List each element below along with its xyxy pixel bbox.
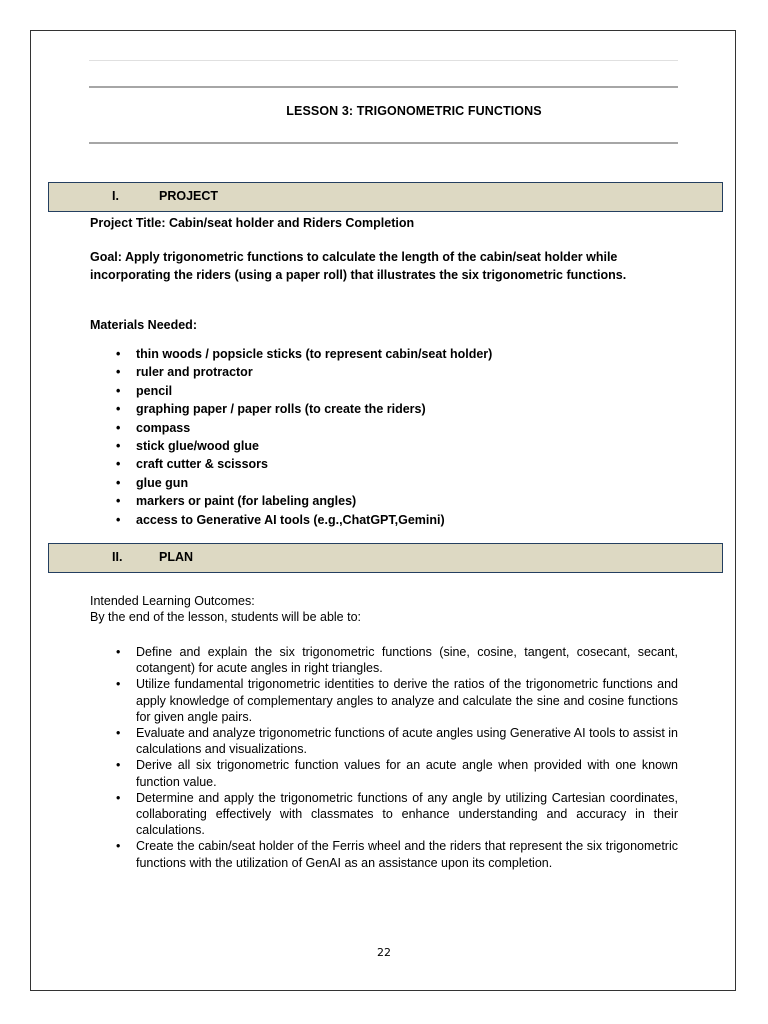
- bullet-icon: •: [116, 790, 121, 805]
- bullet-icon: •: [116, 726, 121, 741]
- list-item: • ruler and protractor: [90, 363, 492, 381]
- bullet-icon: •: [116, 383, 121, 398]
- list-item: • stick glue/wood glue: [90, 437, 492, 455]
- list-item: • thin woods / popsicle sticks (to represent cabin/seat holder): [90, 345, 492, 363]
- section-name: PLAN: [159, 550, 194, 564]
- list-item: • Evaluate and analyze trigonometric functions of acute angles using Generative AI tools to assist in calculations and visualizations.: [116, 726, 678, 757]
- section-number: I.: [112, 189, 119, 203]
- bullet-icon: •: [116, 402, 121, 417]
- bullet-icon: •: [116, 494, 121, 509]
- document-page: [30, 30, 736, 991]
- project-title: Project Title: Cabin/seat holder and Riders Completion: [90, 216, 415, 230]
- section-number: II.: [112, 550, 123, 564]
- list-item: • access to Generative AI tools (e.g.,ChatGPT,Gemini): [90, 511, 492, 529]
- list-item: • compass: [90, 419, 492, 437]
- lesson-title: LESSON 3: TRIGONOMETRIC FUNCTIONS: [286, 104, 542, 118]
- bullet-icon: •: [116, 420, 121, 435]
- bullet-icon: •: [116, 839, 121, 854]
- list-item: • markers or paint (for labeling angles): [90, 492, 492, 510]
- list-item: • glue gun: [90, 474, 492, 492]
- page-number: 22: [377, 946, 391, 959]
- list-item: • graphing paper / paper rolls (to create the riders): [90, 400, 492, 418]
- header-thin-rule: [89, 60, 678, 61]
- outcomes-intro: By the end of the lesson, students will be able to:: [90, 610, 362, 624]
- list-item: • Utilize fundamental trigonometric identities to derive the ratios of the trigonometric functions and apply knowledge of complementary angles to analyze and calculate the sine and cosine functions for given angle pairs.: [116, 677, 678, 724]
- bullet-icon: •: [116, 758, 121, 773]
- list-item: • Derive all six trigonometric function values for an acute angle when provided with one known function value.: [116, 758, 678, 789]
- outcomes-list: [90, 644, 678, 871]
- bullet-icon: •: [116, 438, 121, 453]
- bullet-icon: •: [116, 347, 121, 361]
- bullet-icon: •: [116, 512, 121, 527]
- list-item: • craft cutter & scissors: [90, 455, 492, 473]
- list-item: • pencil: [90, 382, 492, 400]
- materials-heading: Materials Needed:: [90, 318, 197, 332]
- title-bottom-rule: [89, 142, 678, 144]
- list-item: • Determine and apply the trigonometric functions of any angle by utilizing Cartesian coordinates, collaborating effectively with classmates to enhance understanding and accuracy in their calculations.: [116, 790, 678, 838]
- title-top-rule: [89, 86, 678, 88]
- section-header-plan: [48, 543, 723, 573]
- bullet-icon: •: [116, 645, 121, 659]
- bullet-icon: •: [116, 677, 121, 692]
- bullet-icon: •: [116, 457, 121, 472]
- outcomes-heading: Intended Learning Outcomes:: [90, 594, 255, 608]
- bullet-icon: •: [116, 475, 121, 490]
- bullet-icon: •: [116, 365, 121, 380]
- list-item: • Create the cabin/seat holder of the Ferris wheel and the riders that represent the six trigonometric functions with the utilization of GenAI as an assistance upon its completion.: [116, 839, 678, 870]
- materials-list: [90, 345, 492, 529]
- section-header-project: [48, 182, 723, 212]
- list-item: • Define and explain the six trigonometric functions (sine, cosine, tangent, cosecant, secant, cotangent) for acute angles in right triangles.: [116, 645, 678, 676]
- project-goal: Goal: Apply trigonometric functions to calculate the length of the cabin/seat holder while incorporating the riders (using a paper roll) that illustrates the six trigonometric functions.: [90, 250, 627, 282]
- section-name: PROJECT: [159, 189, 219, 203]
